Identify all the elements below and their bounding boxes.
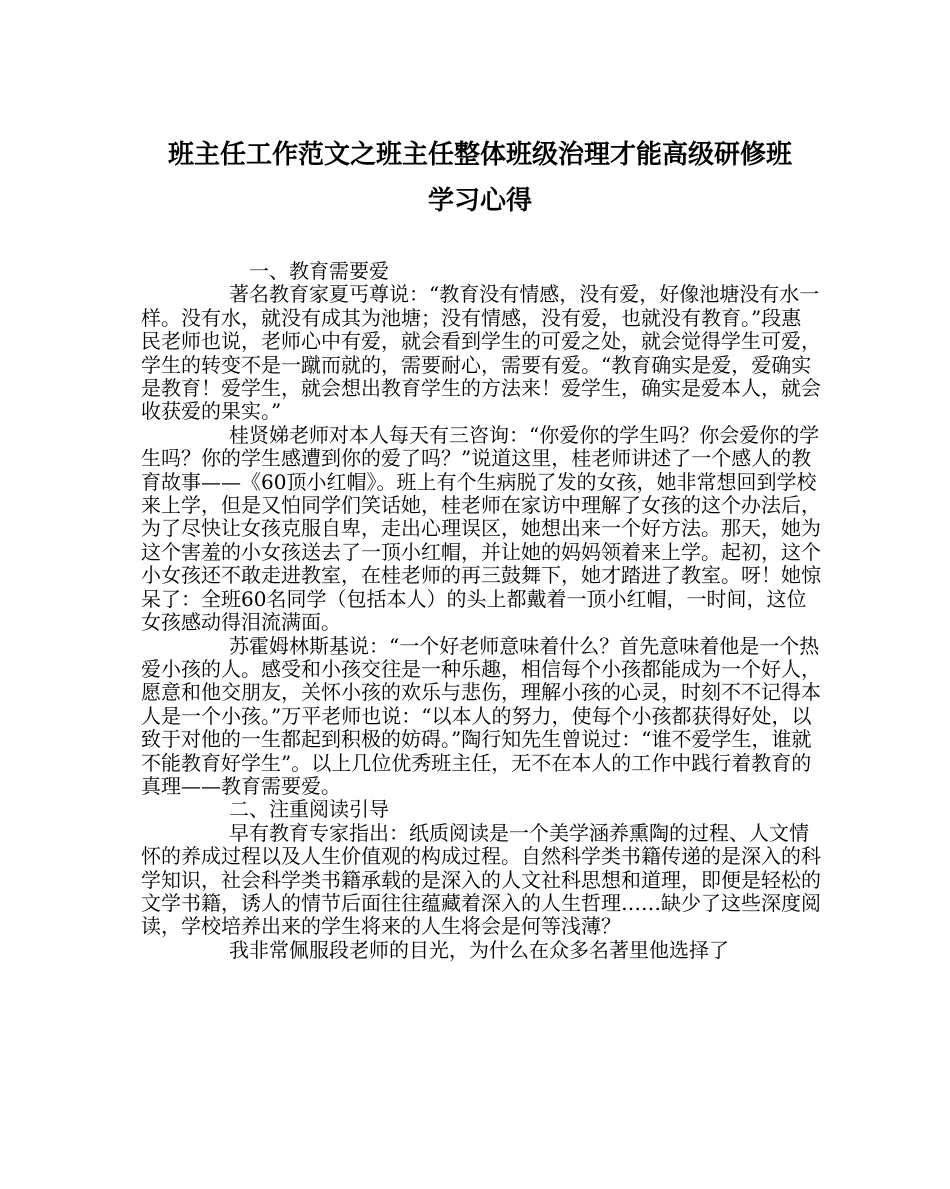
document-title-line-1: 班主任工作范文之班主任整体班级治理才能高级研修班 bbox=[167, 140, 792, 170]
paragraph: 著名教育家夏丐尊说：“教育没有情感，没有爱，好像池塘没有水一样。没有水，就没有成其为池塘；没有情感，没有爱，也就没有教育。”段惠民老师也说，老师心中有爱，就会看到学生的可爱之处，就会觉得学生可爱，学生的转变不是一蹴而就的，需要耐心，需要有爱。“教育确实是爱，爱确实是教育！爱学生，就会想出教育学生的方法来！爱学生，确实是爱本人，就会收获爱的果实。” bbox=[141, 282, 821, 424]
paragraph: 我非常佩服段老师的目光，为什么在众多名著里他选择了 bbox=[229, 937, 729, 962]
document-body bbox=[141, 260, 821, 962]
section-heading-2: 二、注重阅读引导 bbox=[229, 797, 389, 822]
document-title-line-2: 学习心得 bbox=[427, 186, 532, 216]
paragraph: 早有教育专家指出：纸质阅读是一个美学涵养熏陶的过程、人文情怀的养成过程以及人生价值观的构成过程。自然科学类书籍传递的是深入的科学知识，社会科学类书籍承载的是深入的人文社科思想和道理，即便是轻松的文学书籍，诱人的情节后面往往蕴藏着深入的人生哲理……缺少了这些深度阅读，学校培养出来的学生将来的人生将会是何等浅薄？ bbox=[141, 820, 821, 939]
paragraph: 苏霍姆林斯基说：“一个好老师意味着什么？首先意味着他是一个热爱小孩的人。感受和小孩交往是一种乐趣，相信每个小孩都能成为一个好人，愿意和他交朋友，关怀小孩的欢乐与悲伤，理解小孩的心灵，时刻不不记得本人是一个小孩。”万平老师也说：“以本人的努力，使每个小孩都获得好处，以致于对他的一生都起到积极的妨碍。”陶行知先生曾说过：“谁不爱学生，谁就不能教育好学生”。以上几位优秀班主任，无不在本人的工作中践行着教育的真理——教育需要爱。 bbox=[141, 633, 821, 798]
paragraph: 桂贤娣老师对本人每天有三咨询：“你爱你的学生吗？你会爱你的学生吗？你的学生感遭到你的爱了吗？”说道这里，桂老师讲述了一个感人的教育故事——《60顶小红帽》。班上有个生病脱了发的女孩，她非常想回到学校来上学，但是又怕同学们笑话她，桂老师在家访中理解了女孩的这个办法后，为了尽快让女孩克服自卑，走出心理误区，她想出来一个好方法。那天，她为这个害羞的小女孩送去了一顶小红帽，并让她的妈妈领着来上学。起初，这个小女孩还不敢走进教室，在桂老师的再三鼓舞下，她才踏进了教室。呀！她惊呆了：全班60名同学（包括本人）的头上都戴着一顶小红帽，一时间，这位女孩感动得泪流满面。 bbox=[141, 422, 821, 635]
section-heading-1: 一、教育需要爱 bbox=[249, 259, 389, 283]
